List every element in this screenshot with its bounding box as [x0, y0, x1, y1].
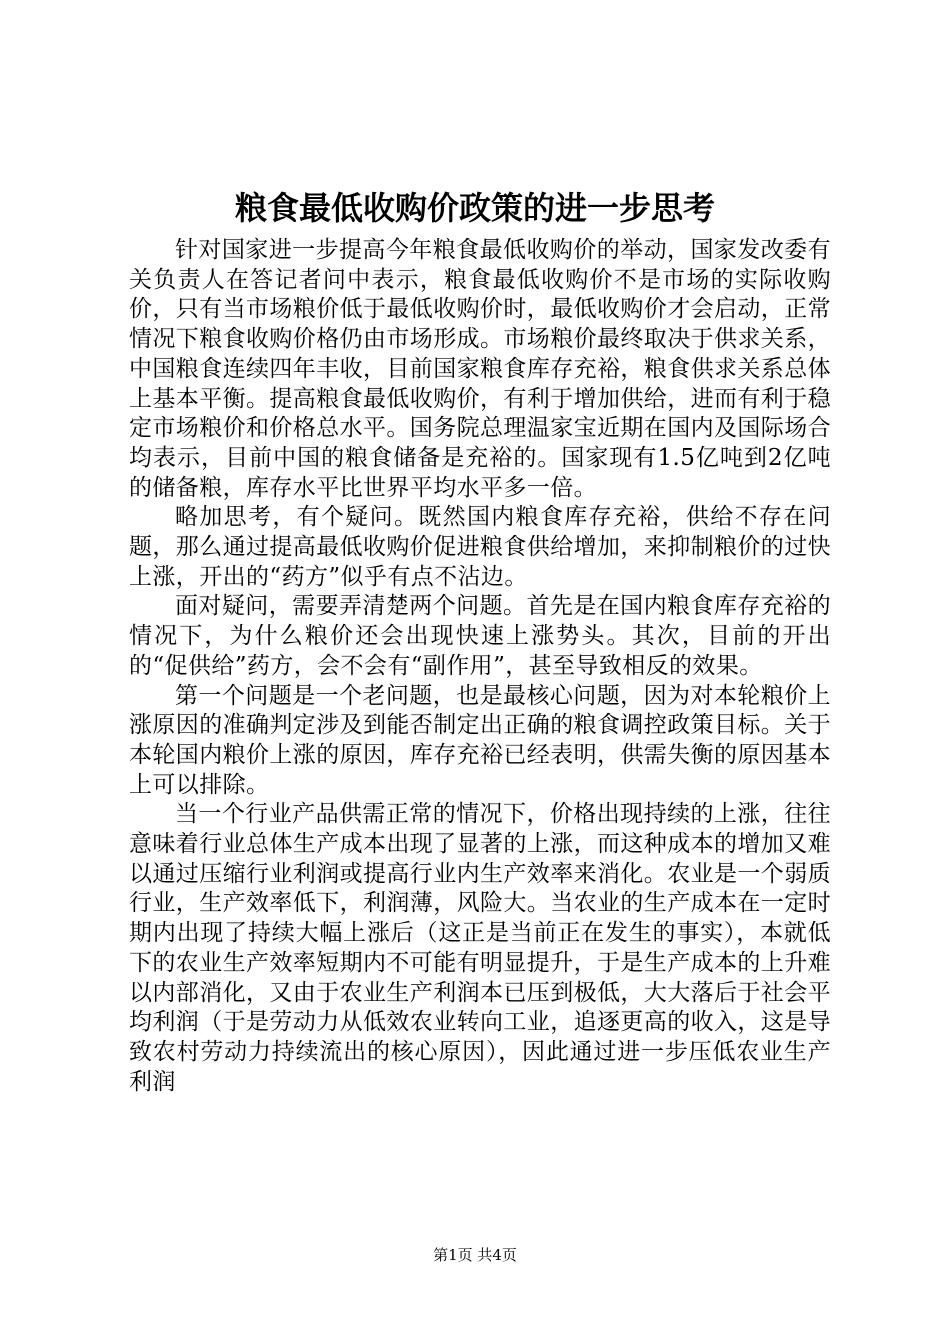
paragraph-2: 略加思考，有个疑问。既然国内粮食库存充裕，供给不存在问题，那么通过提高最低收购价促进粮食供给增加，来抑制粮价的过快上涨，开出的“药方”似乎有点不沾边。: [129, 504, 831, 590]
page-footer: 第1页 共4页: [433, 1246, 517, 1264]
paragraph-3: 面对疑问，需要弄清楚两个问题。首先是在国内粮食库存充裕的情况下，为什么粮价还会出现快速上涨势头。其次，目前的开出的“促供给”药方，会不会有“副作用”，甚至导致相反的效果。: [129, 593, 831, 679]
document-body: [129, 236, 831, 1097]
paragraph-5: 当一个行业产品供需正常的情况下，价格出现持续的上涨，往往意味着行业总体生产成本出现了显著的上涨，而这种成本的增加又难以通过压缩行业利润或提高行业内生产效率来消化。农业是一个弱质行业，生产效率低下，利润薄，风险大。当农业的生产成本在一定时期内出现了持续大幅上涨后（这正是当前正在发生的事实），本就低下的农业生产效率短期内不可能有明显提升，于是生产成本的上升难以内部消化，又由于农业生产利润本已压到极低，大大落后于社会平均利润（于是劳动力从低效农业转向工业，追逐更高的收入，这是导致农村劳动力持续流出的核心原因），因此通过进一步压低农业生产利润: [129, 801, 831, 1095]
paragraph-4: 第一个问题是一个老问题，也是最核心问题，因为对本轮粮价上涨原因的准确判定涉及到能否制定出正确的粮食调控政策目标。关于本轮国内粮价上涨的原因，库存充裕已经表明，供需失衡的原因基本上可以排除。: [129, 682, 831, 798]
document-title: 粮食最低收购价政策的进一步思考: [234, 189, 715, 227]
paragraph-1: 针对国家进一步提高今年粮食最低收购价的举动，国家发改委有关负责人在答记者问中表示，粮食最低收购价不是市场的实际收购价，只有当市场粮价低于最低收购价时，最低收购价才会启动，正常情况下粮食收购价格仍由市场形成。市场粮价最终取决于供求关系，中国粮食连续四年丰收，目前国家粮食库存充裕，粮食供求关系总体上基本平衡。提高粮食最低收购价，有利于增加供给，进而有利于稳定市场粮价和价格总水平。国务院总理温家宝近期在国内及国际场合均表示，目前中国的粮食储备是充裕的。国家现有1.5亿吨到2亿吨的储备粮，库存水平比世界平均水平多一倍。: [129, 237, 831, 501]
